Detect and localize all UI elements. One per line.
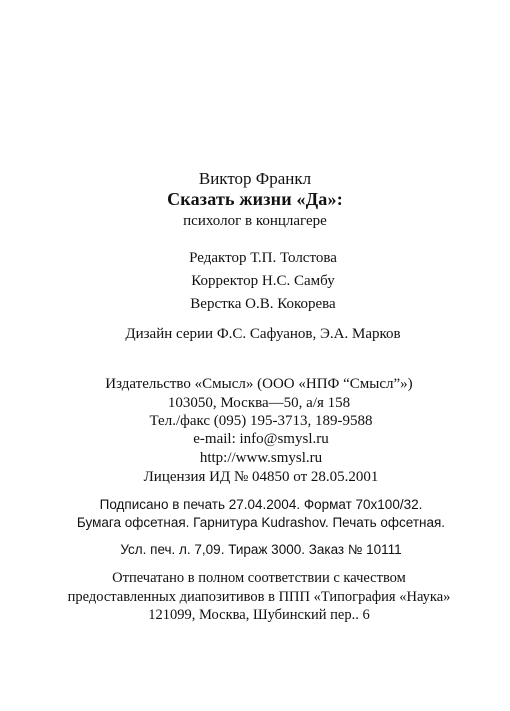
series-design-credit: Дизайн серии Ф.С. Сафуанов, Э.А. Марков (125, 326, 401, 342)
book-title: Сказать жизни «Да»: (167, 189, 343, 209)
author-name: Виктор Франкл (198, 169, 312, 188)
publisher-address: 103050, Москва—50, а/я 158 (167, 395, 351, 411)
publisher-name: Издательство «Смысл» (ООО «НПФ “Смысл”») (105, 376, 413, 392)
publisher-website: http://www.smysl.ru (199, 450, 323, 466)
book-subtitle: психолог в концлагере (183, 213, 327, 229)
printer-line-2: предоставленных диапозитивов в ППП «Типография «Наука» (67, 589, 451, 605)
print-paper-info: Бумага офсетная. Гарнитура Kudrashov. Печать офсетная. (76, 515, 446, 530)
printer-address: 121099, Москва, Шубинский пер.. 6 (148, 607, 370, 623)
publisher-email: e-mail: info@smysl.ru (193, 431, 329, 447)
proofreader-credit: Корректор Н.С. Самбу (191, 273, 335, 289)
editor-credit: Редактор Т.П. Толстова (189, 250, 337, 266)
print-signed-info: Подписано в печать 27.04.2004. Формат 70x100/32. (99, 497, 423, 512)
publisher-phone: Тел./факс (095) 195-3713, 189-9588 (149, 413, 373, 429)
print-run-info: Усл. печ. л. 7,09. Тираж 3000. Заказ № 10111 (120, 542, 402, 557)
printer-line-1: Отпечатано в полном соответствии с качеством (112, 570, 406, 586)
publisher-license: Лицензия ИД № 04850 от 28.05.2001 (143, 469, 379, 485)
layout-credit: Верстка О.В. Кокорева (190, 296, 336, 312)
